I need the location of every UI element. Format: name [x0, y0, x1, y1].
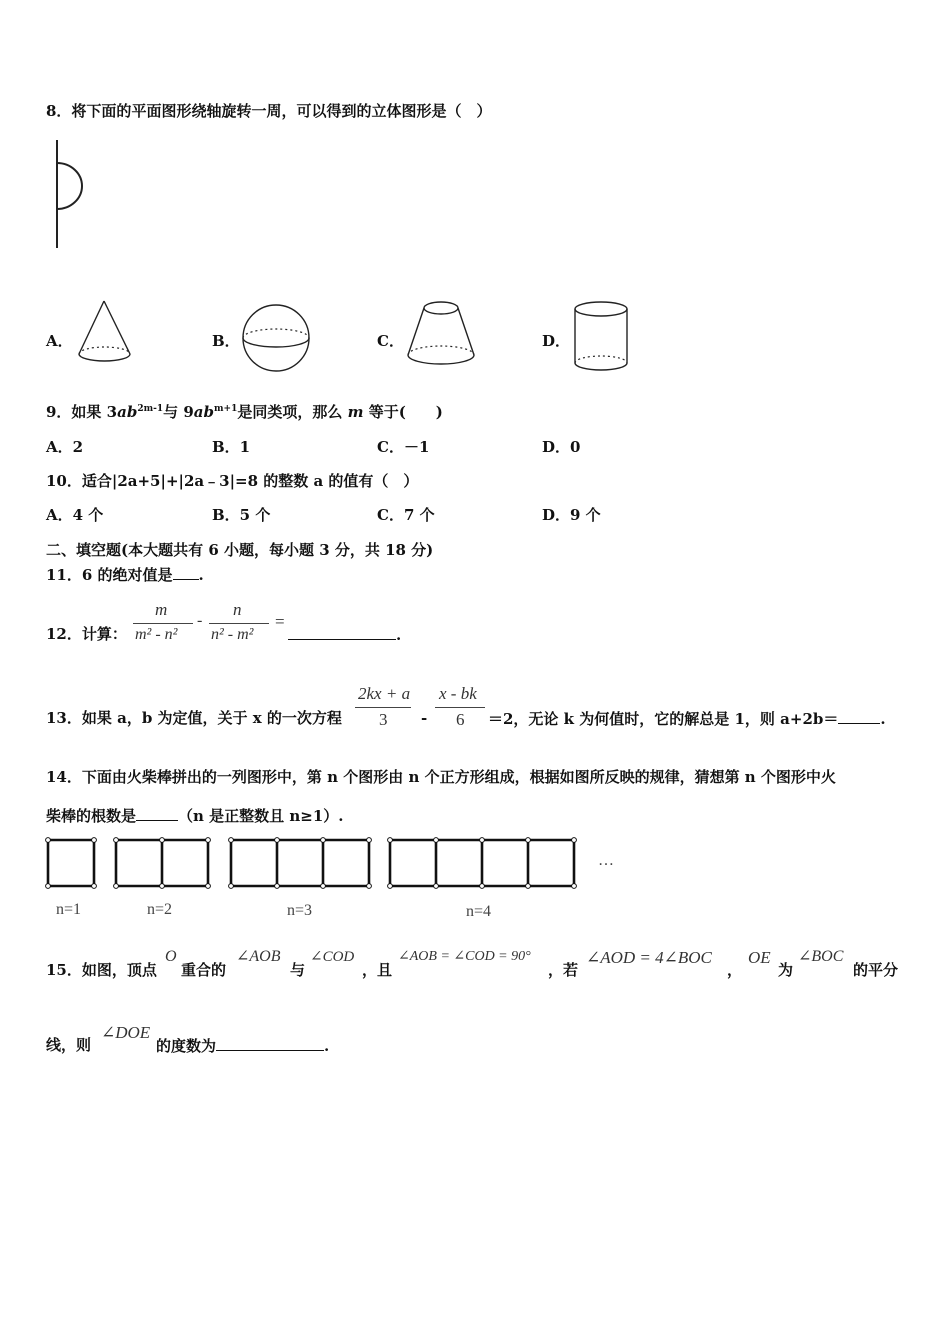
matchstick-joint — [229, 838, 234, 843]
q12-answer-blank[interactable] — [288, 627, 396, 640]
q15-line2b: 的度数为 . — [156, 1037, 330, 1055]
q10-stem: 10．适合|2a+5|+|2a﹣3|=8 的整数 a 的值有（ ） — [46, 472, 419, 490]
q10-option-a[interactable]: A．4 个 — [46, 506, 104, 524]
matchstick-joint — [160, 838, 165, 843]
q15-p3: 与 — [290, 961, 306, 979]
matchstick-label-4: n=4 — [466, 903, 492, 920]
q11-answer-blank[interactable] — [173, 567, 199, 580]
q15-p6: ， — [727, 961, 743, 979]
q12-den1: m² - n² — [135, 626, 178, 643]
matchstick-joint — [388, 838, 393, 843]
semicircle-axis-figure — [40, 138, 100, 253]
matchstick-ellipsis: … — [598, 852, 614, 869]
matchstick-joint — [572, 838, 577, 843]
matchstick-joint — [367, 884, 372, 889]
q15-p8: 的平分 — [853, 961, 899, 979]
matchstick-label-3: n=3 — [287, 902, 313, 919]
q15-angle-doe: ∠DOE — [101, 1023, 151, 1042]
matchstick-joint — [526, 884, 531, 889]
q15-condition-2: ∠AOD = 4∠BOC — [586, 948, 712, 967]
q12-den2: n² - m² — [211, 626, 254, 643]
matchstick-joint — [367, 838, 372, 843]
q9-option-d[interactable]: D．0 — [542, 438, 581, 456]
q13-answer-blank[interactable] — [838, 711, 880, 724]
q10-option-d[interactable]: D．9 个 — [542, 506, 601, 524]
q9-option-c[interactable]: C．－1 — [377, 438, 430, 456]
matchstick-joint — [114, 838, 119, 843]
q15-p7: 为 — [778, 961, 794, 979]
q14-line2: 柴棒的根数是 （n 是正整数且 n≥1）. — [46, 807, 344, 825]
q8-option-a[interactable]: A． — [46, 332, 73, 350]
q15-ray-oe: OE — [748, 948, 771, 967]
matchstick-joint — [229, 884, 234, 889]
q9-stem: 9．如果 $3ab^{2m-1}$与 $9ab^{m+1}$是同类项，那么 m 等于( ) — [46, 403, 443, 421]
q13-minus: - — [421, 709, 428, 727]
q15-line2a: 线，则 — [46, 1036, 92, 1054]
q13-den2: 6 — [456, 710, 465, 729]
q14-answer-blank[interactable] — [136, 808, 178, 821]
q12-answer: . — [288, 627, 401, 643]
q15-answer-blank[interactable] — [216, 1038, 324, 1051]
matchstick-joint — [480, 884, 485, 889]
q8-option-d[interactable]: D． — [542, 332, 571, 350]
matchstick-group-1 — [46, 838, 97, 889]
matchstick-joint — [160, 884, 165, 889]
q8-option-c[interactable]: C． — [377, 332, 404, 350]
q13-num1: 2kx + a — [358, 684, 411, 703]
matchstick-group-3 — [229, 838, 372, 889]
matchstick-label-1: n=1 — [56, 901, 82, 918]
matchstick-joint — [388, 884, 393, 889]
q15-angle-cod: ∠COD — [310, 949, 355, 965]
q12-minus: - — [197, 612, 203, 629]
q12-fraction-bar-2 — [209, 623, 269, 624]
matchstick-joint — [434, 884, 439, 889]
q8-option-b[interactable]: B． — [212, 332, 240, 350]
q13-den1: 3 — [379, 710, 388, 729]
matchstick-joint — [206, 838, 211, 843]
q11-stem: 11．6 的绝对值是 . — [46, 566, 204, 584]
q12-equals: = — [275, 612, 285, 631]
q15-angle-aob: ∠AOB — [236, 948, 281, 965]
matchstick-joint — [321, 838, 326, 843]
q15-p1: 15．如图，顶点 — [46, 961, 157, 979]
q12-num1: m — [155, 600, 168, 619]
q15-p2: 重合的 — [181, 961, 227, 979]
matchstick-joint — [92, 884, 97, 889]
matchstick-joint — [46, 838, 51, 843]
matchstick-joint — [321, 884, 326, 889]
sphere-icon — [241, 303, 313, 375]
matchstick-joint — [526, 838, 531, 843]
matchstick-label-2: n=2 — [147, 901, 173, 918]
matchstick-group-4 — [388, 838, 577, 889]
q9-option-b[interactable]: B．1 — [212, 438, 251, 456]
q14-line1: 14．下面由火柴棒拼出的一列图形中，第 n 个图形由 n 个正方形组成，根据如图所反映的规律，猜想第 n 个图形中火 — [46, 768, 836, 786]
q15-p4: ，且 — [362, 961, 393, 979]
q13-suffix: ＝2，无论 k 为何值时，它的解总是 1，则 a+2b＝ . — [488, 710, 886, 728]
matchstick-joint — [275, 838, 280, 843]
matchstick-joint — [92, 838, 97, 843]
q15-condition-1: ∠AOB = ∠COD = 90° — [398, 949, 531, 964]
q12-num2: n — [233, 600, 242, 619]
q15-vertex-o: O — [165, 948, 177, 965]
matchstick-joint — [206, 884, 211, 889]
q13-fraction-bar-1 — [355, 707, 411, 708]
matchstick-joint — [46, 884, 51, 889]
matchstick-joint — [480, 838, 485, 843]
frustum-icon — [404, 298, 480, 374]
q13-prefix: 13．如果 a，b 为定值，关于 x 的一次方程 — [46, 709, 342, 727]
matchstick-joint — [275, 884, 280, 889]
q13-fraction-bar-2 — [435, 707, 485, 708]
q15-angle-boc: ∠BOC — [798, 948, 844, 965]
q9-option-a[interactable]: A．2 — [46, 438, 84, 456]
matchstick-group-2 — [114, 838, 211, 889]
cone-icon — [76, 298, 138, 374]
q10-option-c[interactable]: C．7 个 — [377, 506, 435, 524]
q13-num2: x - bk — [439, 684, 477, 703]
q8-stem: 8．将下面的平面图形绕轴旋转一周，可以得到的立体图形是（ ） — [46, 102, 492, 120]
matchstick-joint — [434, 838, 439, 843]
cylinder-icon — [574, 298, 632, 374]
q15-p5: ，若 — [548, 961, 579, 979]
matchstick-joint — [114, 884, 119, 889]
matchstick-joint — [572, 884, 577, 889]
section-2-heading: 二、填空题(本大题共有 6 小题，每小题 3 分，共 18 分) — [46, 541, 434, 559]
q12-fraction-bar-1 — [133, 623, 193, 624]
q10-option-b[interactable]: B．5 个 — [212, 506, 271, 524]
q12-prefix: 12．计算： — [46, 625, 127, 643]
